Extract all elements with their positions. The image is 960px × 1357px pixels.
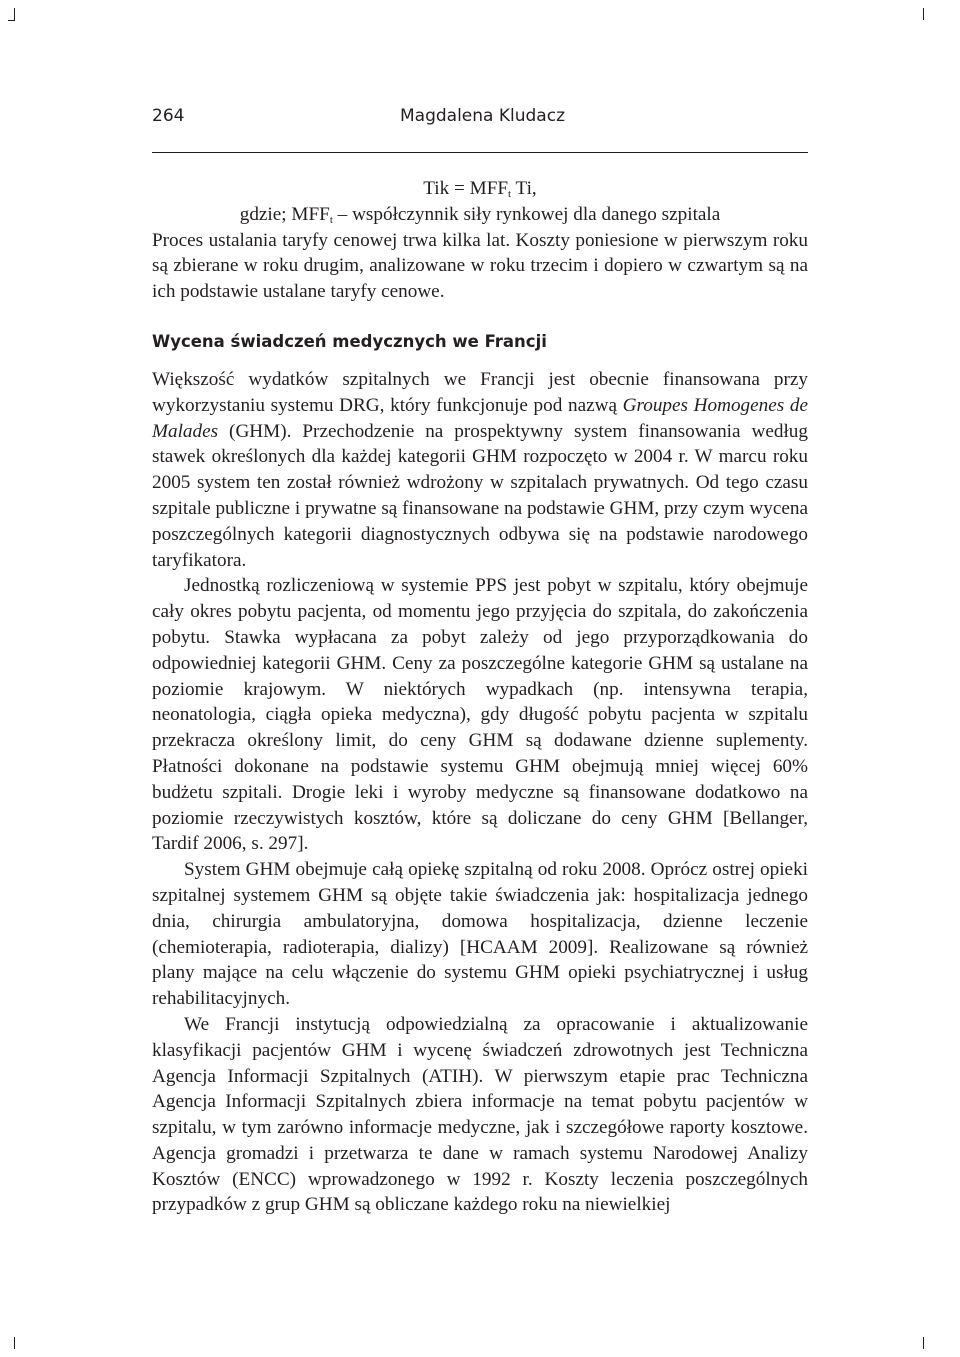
paragraph-drg-france: Większość wydatków szpitalnych we Francji jest obecnie finansowana przy wykorzystaniu systemu DRG, który funkcjonuje pod nazwą Groupes Homogenes de Malades (GHM). Przechodzenie na prospektywny system finansowania według stawek określonych dla każdej kategorii GHM rozpoczęto w 2004 r. W marcu roku 2005 system ten został również wdrożony w szpitalach prywatnych. Od tego czasu szpitale publiczne i prywatne są finansowane na podstawie GHM, przy czym wycena poszczególnych kategorii diagnostycznych odbywa się na podstawie narodowego taryfikatora. xyxy=(152,368,808,571)
formula-definition: gdzie; $MFF_t$ – współczynnik siły rynkowej dla danego szpitala xyxy=(239,203,721,226)
crop-mark-bottom-left xyxy=(8,1337,15,1349)
page-body xyxy=(152,176,808,1218)
running-header xyxy=(152,106,808,130)
paragraph-ghm-scope: System GHM obejmuje całą opiekę szpitalną od roku 2008. Oprócz ostrej opieki szpitalnej systemem GHM są objęte takie świadczenia jak: hospitalizacja jednego dnia, chirurgia ambulatoryjna, domowa hospitalizacja, dzienne leczenie (chemioterapia, radioterapia, dializy) [HCAAM 2009]. Realizowane są również plany mające na celu włączenie do systemu GHM opieki psychiatrycznej i usług rehabilitacyjnych. xyxy=(152,859,808,1010)
crop-mark-bottom-right xyxy=(923,1337,930,1349)
crop-mark-top-right xyxy=(923,8,930,20)
paragraph-atih: We Francji instytucją odpowiedzialną za opracowanie i aktualizowanie klasyfikacji pacjentów GHM i wycenę świadczeń zdrowotnych jest Techniczna Agencja Informacji Szpitalnych (ATIH). W pierwszym etapie prac Techniczna Agencja Informacji Szpitalnych zbiera informacje na temat pobytu pacjentów w szpitalu, w tym zarówno informacje medyczne, jak i szczegółowe raporty kosztowe. Agencja gromadzi i przetwarza te dane w ramach systemu Narodowej Analizy Kosztów (ENCC) wprowadzonego w 1992 r. Koszty leczenia poszczególnych przypadków z grup GHM są obliczane każdego roku na niewielkiej xyxy=(152,1013,808,1216)
header-rule xyxy=(152,152,808,153)
crop-mark-top-left xyxy=(8,8,15,21)
ghm-term-italic: Groupes Homogenes de Malades xyxy=(152,394,808,442)
formula-equation: Tik = $MFF_t$ Ti, xyxy=(423,178,537,200)
paragraph-settlement-unit: Jednostką rozliczeniową w systemie PPS jest pobyt w szpitalu, który obejmuje cały okres pobytu pacjenta, od momentu jego przyjęcia do szpitala, do zakończenia pobytu. Stawka wypłacana za pobyt zależy od jego przyporządkowania do odpowiedniej kategorii GHM. Ceny za poszczególne kategorie GHM są ustalane na poziomie krajowym. W niektórych wypadkach (np. intensywna terapia, neonatologia, ciągła opieka medyczna), gdy długość pobytu pacjenta w szpitalu przekracza określony limit, do ceny GHM są dodawane dzienne suplementy. Płatności dokonane na podstawie systemu GHM obejmują mniej więcej 60% budżetu szpitali. Drogie leki i wyroby medyczne są finansowane dodatkowo na poziomie rzeczywistych kosztów, które są doliczane do ceny GHM [Bellanger, Tardif 2006, s. 297]. xyxy=(152,575,808,855)
running-header-author: Magdalena Kludacz xyxy=(400,106,565,126)
page-number: 264 xyxy=(152,106,185,126)
section-heading: Wycena świadczeń medycznych we Francji xyxy=(152,331,547,351)
paragraph-tariff-process: Proces ustalania taryfy cenowej trwa kilka lat. Koszty poniesione w pierwszym roku są zbierane w roku drugim, analizowane w roku trzecim i dopiero w czwartym są na ich podstawie ustalane taryfy cenowe. xyxy=(152,229,808,303)
